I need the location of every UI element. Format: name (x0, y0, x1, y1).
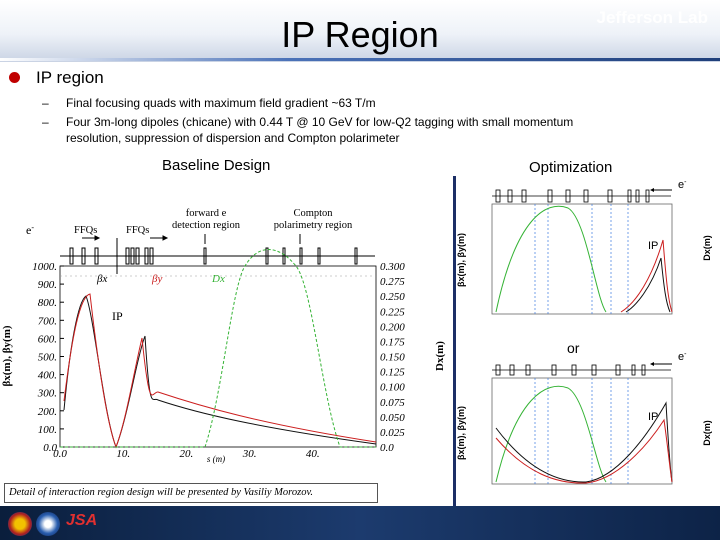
right-axis-label: Dx(m) (702, 235, 712, 261)
or-label: or (567, 340, 580, 356)
plot-frame (492, 204, 672, 314)
d-tick-label: 0.275 (380, 276, 405, 289)
right-axis-ticks (380, 261, 405, 454)
sub-item-1 (42, 95, 376, 111)
ffq-label-2: FFQs (126, 225, 150, 236)
note-box: Detail of interaction region design will be presented by Vasiliy Morozov. (4, 483, 378, 503)
d-tick-label: 0.225 (380, 306, 405, 319)
optimization-chart-2 (456, 348, 720, 488)
baseline-label: Baseline Design (162, 157, 271, 174)
d-tick-label: 0.075 (380, 396, 405, 409)
nuclear-seal-icon (36, 512, 60, 536)
compton-label-2: polarimetry region (273, 220, 353, 231)
d-tick-label: 0.150 (380, 351, 405, 364)
x-tick-label: 0.0 (53, 448, 67, 460)
detection-label-1: forward e (185, 208, 227, 219)
x-tick-label: 20. (179, 448, 194, 460)
plot-frame (492, 378, 672, 484)
y-tick-label: 800. (37, 297, 57, 310)
ip-label: IP (648, 240, 659, 252)
d-tick-label: 0.125 (380, 366, 405, 379)
left-axis-ticks (32, 261, 64, 454)
detection-label-2: detection region (172, 220, 240, 231)
y-tick-label: 600. (37, 333, 57, 346)
left-axis-label: βx(m), βy(m) (1, 325, 13, 387)
sub-dash: – (42, 115, 49, 129)
sub-item-2-cont: resolution, suppression of dispersion and Compton polarimeter (66, 131, 400, 145)
y-tick-label: 500. (37, 351, 57, 364)
y-tick-label: 900. (37, 279, 57, 292)
opt1-beta-x (626, 258, 670, 312)
d-tick-label: 0.050 (380, 411, 405, 424)
right-axis-label: Dx(m) (702, 420, 712, 446)
ffq-label-1: FFQs (74, 225, 98, 236)
beam-label: e- (678, 179, 687, 191)
optimization-chart-1 (456, 178, 720, 338)
y-tick-label: 0.0 (43, 442, 57, 454)
legend-dx: Dx (212, 273, 225, 285)
title-rule (0, 58, 720, 61)
y-tick-label: 200. (37, 405, 57, 418)
x-tick-label: 30. (242, 448, 257, 460)
d-tick-label: 0.300 (380, 261, 405, 273)
left-axis-label: βx(m), βy(m) (456, 406, 466, 460)
x-tick-label: 40. (305, 448, 320, 460)
beam-label: e- (678, 351, 687, 363)
sub-dash: – (42, 96, 49, 110)
ip-label: IP (112, 309, 123, 323)
slide-title: IP Region (281, 14, 439, 55)
opt2-dispersion (496, 386, 606, 482)
x-axis-label: s (m) (206, 454, 226, 464)
reference-lines (535, 378, 628, 484)
opt-curves-1 (496, 206, 672, 312)
d-tick-label: 0.0 (380, 442, 394, 454)
y-tick-label: 1000. (32, 261, 57, 273)
right-axis-label: Dx(m) (434, 341, 446, 371)
reference-lines (535, 204, 628, 314)
beta-y-curve (64, 294, 376, 447)
y-tick-label: 300. (37, 387, 57, 400)
ip-label: IP (648, 411, 659, 423)
y-tick-label: 400. (37, 369, 57, 382)
d-tick-label: 0.250 (380, 291, 405, 304)
opt-curves-2 (496, 386, 672, 483)
jefferson-lab-logo: Jefferson Lab (596, 8, 708, 27)
optimization-label: Optimization (529, 159, 613, 176)
legend-bx: βx (97, 273, 108, 285)
doe-seal-icon (8, 512, 32, 536)
baseline-chart (0, 196, 452, 486)
legend-by: βy (152, 273, 163, 285)
x-axis-ticks (53, 448, 320, 460)
region-arrows (82, 234, 300, 274)
bullet-icon (9, 72, 20, 83)
magnet-lattice (60, 248, 375, 264)
x-tick-label: 10. (116, 448, 131, 460)
opt1-dispersion (496, 206, 606, 312)
jsa-logo-icon: JSA (66, 512, 98, 529)
left-axis-label: βx(m), βy(m) (456, 233, 466, 287)
plot-frame (60, 266, 376, 447)
beam-label: e- (26, 223, 34, 237)
sub-item-2-text: Four 3m-long dipoles (chicane) with 0.44 T @ 10 GeV for low-Q2 tagging with small momentum (66, 115, 574, 129)
y-tick-label: 700. (37, 315, 57, 328)
d-tick-label: 0.175 (380, 336, 405, 349)
y-tick-label: 100. (37, 423, 57, 436)
d-tick-label: 0.100 (380, 381, 405, 394)
main-bullet: IP region (36, 68, 104, 87)
sub-item-1-text: Final focusing quads with maximum field gradient ~63 T/m (66, 96, 376, 110)
d-tick-label: 0.200 (380, 321, 405, 334)
d-tick-label: 0.025 (380, 426, 405, 439)
sub-item-2 (42, 114, 573, 130)
compton-label-1: Compton (293, 208, 333, 219)
opt1-beta-y (621, 240, 672, 312)
beam-arrowhead (650, 362, 654, 366)
beam-arrowhead (650, 188, 654, 192)
beta-x-curve (64, 296, 376, 447)
opt2-beta-y (496, 420, 672, 483)
